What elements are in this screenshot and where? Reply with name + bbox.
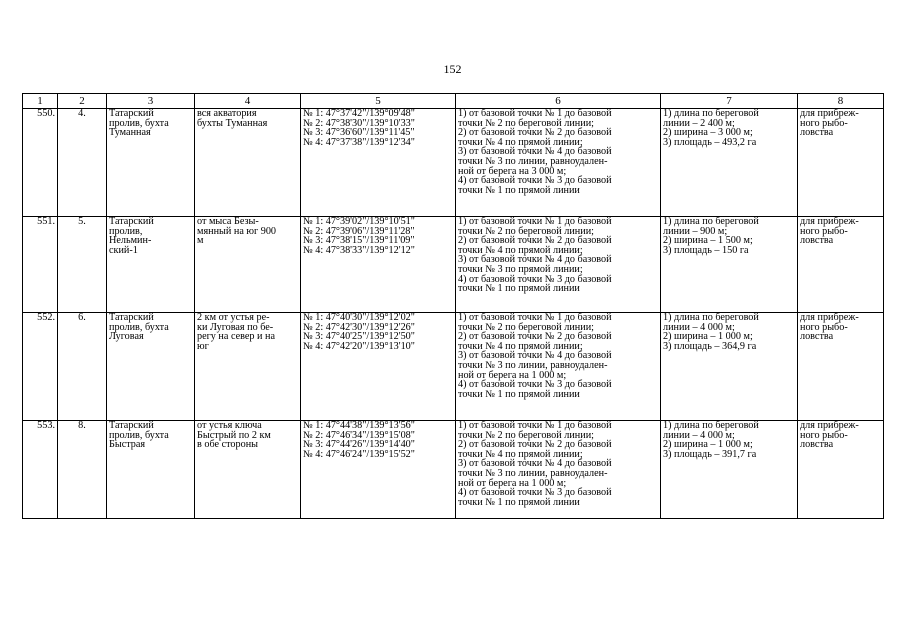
boundary-method-cell-line: 2) от базовой точки № 2 до базовой — [458, 331, 612, 343]
boundary-cell — [195, 109, 301, 217]
boundary-cell — [195, 217, 301, 313]
coordinates-cell-line: № 3: 47°44'26"/139°14'40" — [303, 439, 415, 451]
row-subnumber: 5. — [58, 217, 107, 313]
boundary-method-cell — [456, 421, 661, 519]
location-cell-line: пролив, — [109, 225, 143, 237]
dimensions-cell-line: 2) ширина – 1 500 м; — [663, 235, 753, 247]
boundary-method-cell-line: 3) от базовой точки № 4 до базовой — [458, 254, 612, 266]
coordinates-cell-line: № 2: 47°38'30"/139°10'33" — [303, 117, 415, 129]
dimensions-cell-line: 3) площадь – 391,7 га — [663, 448, 757, 460]
boundary-cell-line: Быстрый по 2 км — [197, 429, 271, 441]
purpose-cell-line: ного рыбо- — [800, 225, 848, 237]
boundary-method-cell-line: 1) от базовой точки № 1 до базовой — [458, 108, 612, 119]
location-cell-line: Татарский — [109, 420, 154, 431]
dimensions-cell — [661, 217, 798, 313]
boundary-method-cell-line: 2) от базовой точки № 2 до базовой — [458, 127, 612, 139]
boundary-cell-line: вся акватория — [197, 108, 257, 119]
dimensions-cell — [661, 421, 798, 519]
column-header: 6 — [456, 94, 661, 109]
coordinates-cell-line: № 4: 47°38'33"/139°12'12" — [303, 244, 415, 256]
dimensions-cell-line: 3) площадь – 364,9 га — [663, 340, 757, 352]
dimensions-cell-line: 1) длина по береговой — [663, 108, 759, 119]
boundary-cell-line: м — [197, 235, 204, 247]
table-row — [23, 421, 884, 519]
boundary-method-cell-line: 3) от базовой точки № 4 до базовой — [458, 350, 612, 362]
location-cell-line: Туманная — [109, 127, 151, 139]
boundary-method-cell — [456, 313, 661, 421]
boundary-method-cell-line: точки № 4 по прямой линии; — [458, 244, 583, 256]
coordinates-cell-line: № 3: 47°40'25"/139°12'50" — [303, 331, 415, 343]
boundary-cell-line: от мыса Безы- — [197, 216, 259, 227]
boundary-cell — [195, 313, 301, 421]
boundary-method-cell-line: точки № 1 по прямой линии — [458, 184, 580, 196]
column-header: 7 — [661, 94, 798, 109]
boundary-cell-line: 2 км от устья ре- — [197, 312, 270, 323]
purpose-cell-line: для прибреж- — [800, 312, 859, 323]
boundary-cell-line: в обе стороны — [197, 439, 258, 451]
location-cell — [107, 217, 195, 313]
boundary-method-cell-line: точки № 1 по прямой линии — [458, 283, 580, 295]
purpose-cell-line: для прибреж- — [800, 420, 859, 431]
column-header: 3 — [107, 94, 195, 109]
boundary-method-cell-line: 4) от базовой точки № 3 до базовой — [458, 487, 612, 499]
boundary-cell — [195, 421, 301, 519]
coordinates-cell-line: № 2: 47°46'34"/139°15'08" — [303, 429, 415, 441]
dimensions-cell-line: линии – 2 400 м; — [663, 117, 735, 129]
location-cell-line: пролив, бухта — [109, 321, 169, 333]
dimensions-cell-line: 3) площадь – 493,2 га — [663, 136, 757, 148]
coordinates-cell-line: № 1: 47°44'38"/139°13'56" — [303, 420, 415, 431]
location-cell — [107, 109, 195, 217]
coordinates-cell-line: № 4: 47°46'24"/139°15'52" — [303, 448, 415, 460]
boundary-method-cell-line: 2) от базовой точки № 2 до базовой — [458, 235, 612, 247]
boundary-method-cell-line: ной от берега на 3 000 м; — [458, 165, 567, 177]
coordinates-cell — [301, 217, 456, 313]
boundary-method-cell-line: точки № 4 по прямой линии; — [458, 136, 583, 148]
dimensions-cell-line: 1) длина по береговой — [663, 420, 759, 431]
location-cell-line: пролив, бухта — [109, 429, 169, 441]
dimensions-cell — [661, 109, 798, 217]
boundary-method-cell-line: 1) от базовой точки № 1 до базовой — [458, 420, 612, 431]
fishing-areas-table — [22, 93, 884, 519]
dimensions-cell-line: 2) ширина – 1 000 м; — [663, 439, 753, 451]
coordinates-cell-line: № 3: 47°36'60"/139°11'45" — [303, 127, 415, 139]
row-number: 552. — [23, 313, 58, 421]
purpose-cell — [798, 217, 884, 313]
boundary-method-cell — [456, 217, 661, 313]
purpose-cell-line: ловства — [800, 235, 834, 247]
dimensions-cell-line: 2) ширина – 3 000 м; — [663, 127, 753, 139]
row-number: 550. — [23, 109, 58, 217]
location-cell-line: Татарский — [109, 312, 154, 323]
boundary-method-cell-line: точки № 3 по линии, равноудален- — [458, 155, 608, 167]
purpose-cell — [798, 421, 884, 519]
boundary-method-cell-line: точки № 3 по линии, равноудален- — [458, 359, 608, 371]
boundary-cell-line: регу на север и на — [197, 331, 276, 343]
boundary-cell-line: бухты Туманная — [197, 117, 268, 129]
location-cell-line: Татарский — [109, 216, 154, 227]
coordinates-cell-line: № 2: 47°39'06"/139°11'28" — [303, 225, 415, 237]
boundary-method-cell-line: 4) от базовой точки № 3 до базовой — [458, 273, 612, 285]
boundary-method-cell-line: ной от берега на 1 000 м; — [458, 477, 567, 489]
dimensions-cell-line: линии – 4 000 м; — [663, 321, 735, 333]
boundary-method-cell-line: 4) от базовой точки № 3 до базовой — [458, 175, 612, 187]
boundary-method-cell-line: точки № 4 по прямой линии; — [458, 340, 583, 352]
location-cell-line: ский-1 — [109, 244, 138, 256]
row-number: 551. — [23, 217, 58, 313]
boundary-method-cell-line: 1) от базовой точки № 1 до базовой — [458, 312, 612, 323]
table-row — [23, 109, 884, 217]
location-cell-line: Луговая — [109, 331, 144, 343]
boundary-method-cell-line: точки № 1 по прямой линии — [458, 388, 580, 400]
coordinates-cell — [301, 313, 456, 421]
location-cell-line: пролив, бухта — [109, 117, 169, 129]
location-cell — [107, 313, 195, 421]
boundary-method-cell-line: точки № 3 по линии, равноудален- — [458, 467, 608, 479]
column-header: 5 — [301, 94, 456, 109]
boundary-method-cell-line: точки № 2 по береговой линии; — [458, 225, 594, 237]
dimensions-cell-line: линии – 4 000 м; — [663, 429, 735, 441]
coordinates-cell-line: № 4: 47°42'20"/139°13'10" — [303, 340, 415, 352]
boundary-method-cell-line: точки № 2 по береговой линии; — [458, 321, 594, 333]
purpose-cell-line: ного рыбо- — [800, 117, 848, 129]
purpose-cell-line: для прибреж- — [800, 108, 859, 119]
coordinates-cell-line: № 3: 47°38'15"/139°11'09" — [303, 235, 415, 247]
boundary-cell-line: ки Луговая по бе- — [197, 321, 274, 333]
purpose-cell — [798, 313, 884, 421]
boundary-method-cell-line: точки № 2 по береговой линии; — [458, 429, 594, 441]
table-row — [23, 313, 884, 421]
dimensions-cell — [661, 313, 798, 421]
coordinates-cell-line: № 1: 47°40'30"/139°12'02" — [303, 312, 415, 323]
purpose-cell — [798, 109, 884, 217]
purpose-cell-line: ного рыбо- — [800, 429, 848, 441]
column-header: 1 — [23, 94, 58, 109]
boundary-cell-line: юг — [197, 340, 209, 352]
page-number: 152 — [443, 62, 462, 76]
row-subnumber: 6. — [58, 313, 107, 421]
dimensions-cell-line: 3) площадь – 150 га — [663, 244, 749, 256]
boundary-method-cell-line: точки № 3 по прямой линии; — [458, 263, 583, 275]
column-header: 4 — [195, 94, 301, 109]
boundary-method-cell-line: точки № 1 по прямой линии — [458, 496, 580, 508]
boundary-method-cell-line: точки № 4 по прямой линии; — [458, 448, 583, 460]
purpose-cell-line: ного рыбо- — [800, 321, 848, 333]
column-header: 8 — [798, 94, 884, 109]
coordinates-cell-line: № 1: 47°37'42"/139°09'48" — [303, 108, 415, 119]
boundary-cell-line: мянный на юг 900 — [197, 225, 277, 237]
dimensions-cell-line: 1) длина по береговой — [663, 216, 759, 227]
row-number: 553. — [23, 421, 58, 519]
boundary-method-cell-line: 4) от базовой точки № 3 до базовой — [458, 379, 612, 391]
boundary-method-cell — [456, 109, 661, 217]
column-header: 2 — [58, 94, 107, 109]
coordinates-cell-line: № 1: 47°39'02"/139°10'51" — [303, 216, 415, 227]
header-row — [23, 94, 884, 109]
coordinates-cell — [301, 109, 456, 217]
location-cell-line: Быстрая — [109, 439, 146, 451]
row-subnumber: 8. — [58, 421, 107, 519]
purpose-cell-line: ловства — [800, 331, 834, 343]
boundary-method-cell-line: 3) от базовой точки № 4 до базовой — [458, 458, 612, 470]
boundary-method-cell-line: 3) от базовой точки № 4 до базовой — [458, 146, 612, 158]
location-cell-line: Татарский — [109, 108, 154, 119]
dimensions-cell-line: 1) длина по береговой — [663, 312, 759, 323]
table-row — [23, 217, 884, 313]
purpose-cell-line: ловства — [800, 127, 834, 139]
coordinates-cell-line: № 2: 47°42'30"/139°12'26" — [303, 321, 415, 333]
coordinates-cell-line: № 4: 47°37'38"/139°12'34" — [303, 136, 415, 148]
boundary-cell-line: от устья ключа — [197, 420, 262, 431]
purpose-cell-line: для прибреж- — [800, 216, 859, 227]
boundary-method-cell-line: 2) от базовой точки № 2 до базовой — [458, 439, 612, 451]
boundary-method-cell-line: ной от берега на 1 000 м; — [458, 369, 567, 381]
boundary-method-cell-line: точки № 2 по береговой линии; — [458, 117, 594, 129]
location-cell-line: Нельмин- — [109, 235, 152, 247]
location-cell — [107, 421, 195, 519]
dimensions-cell-line: 2) ширина – 1 000 м; — [663, 331, 753, 343]
purpose-cell-line: ловства — [800, 439, 834, 451]
dimensions-cell-line: линии – 900 м; — [663, 225, 728, 237]
boundary-method-cell-line: 1) от базовой точки № 1 до базовой — [458, 216, 612, 227]
coordinates-cell — [301, 421, 456, 519]
row-subnumber: 4. — [58, 109, 107, 217]
